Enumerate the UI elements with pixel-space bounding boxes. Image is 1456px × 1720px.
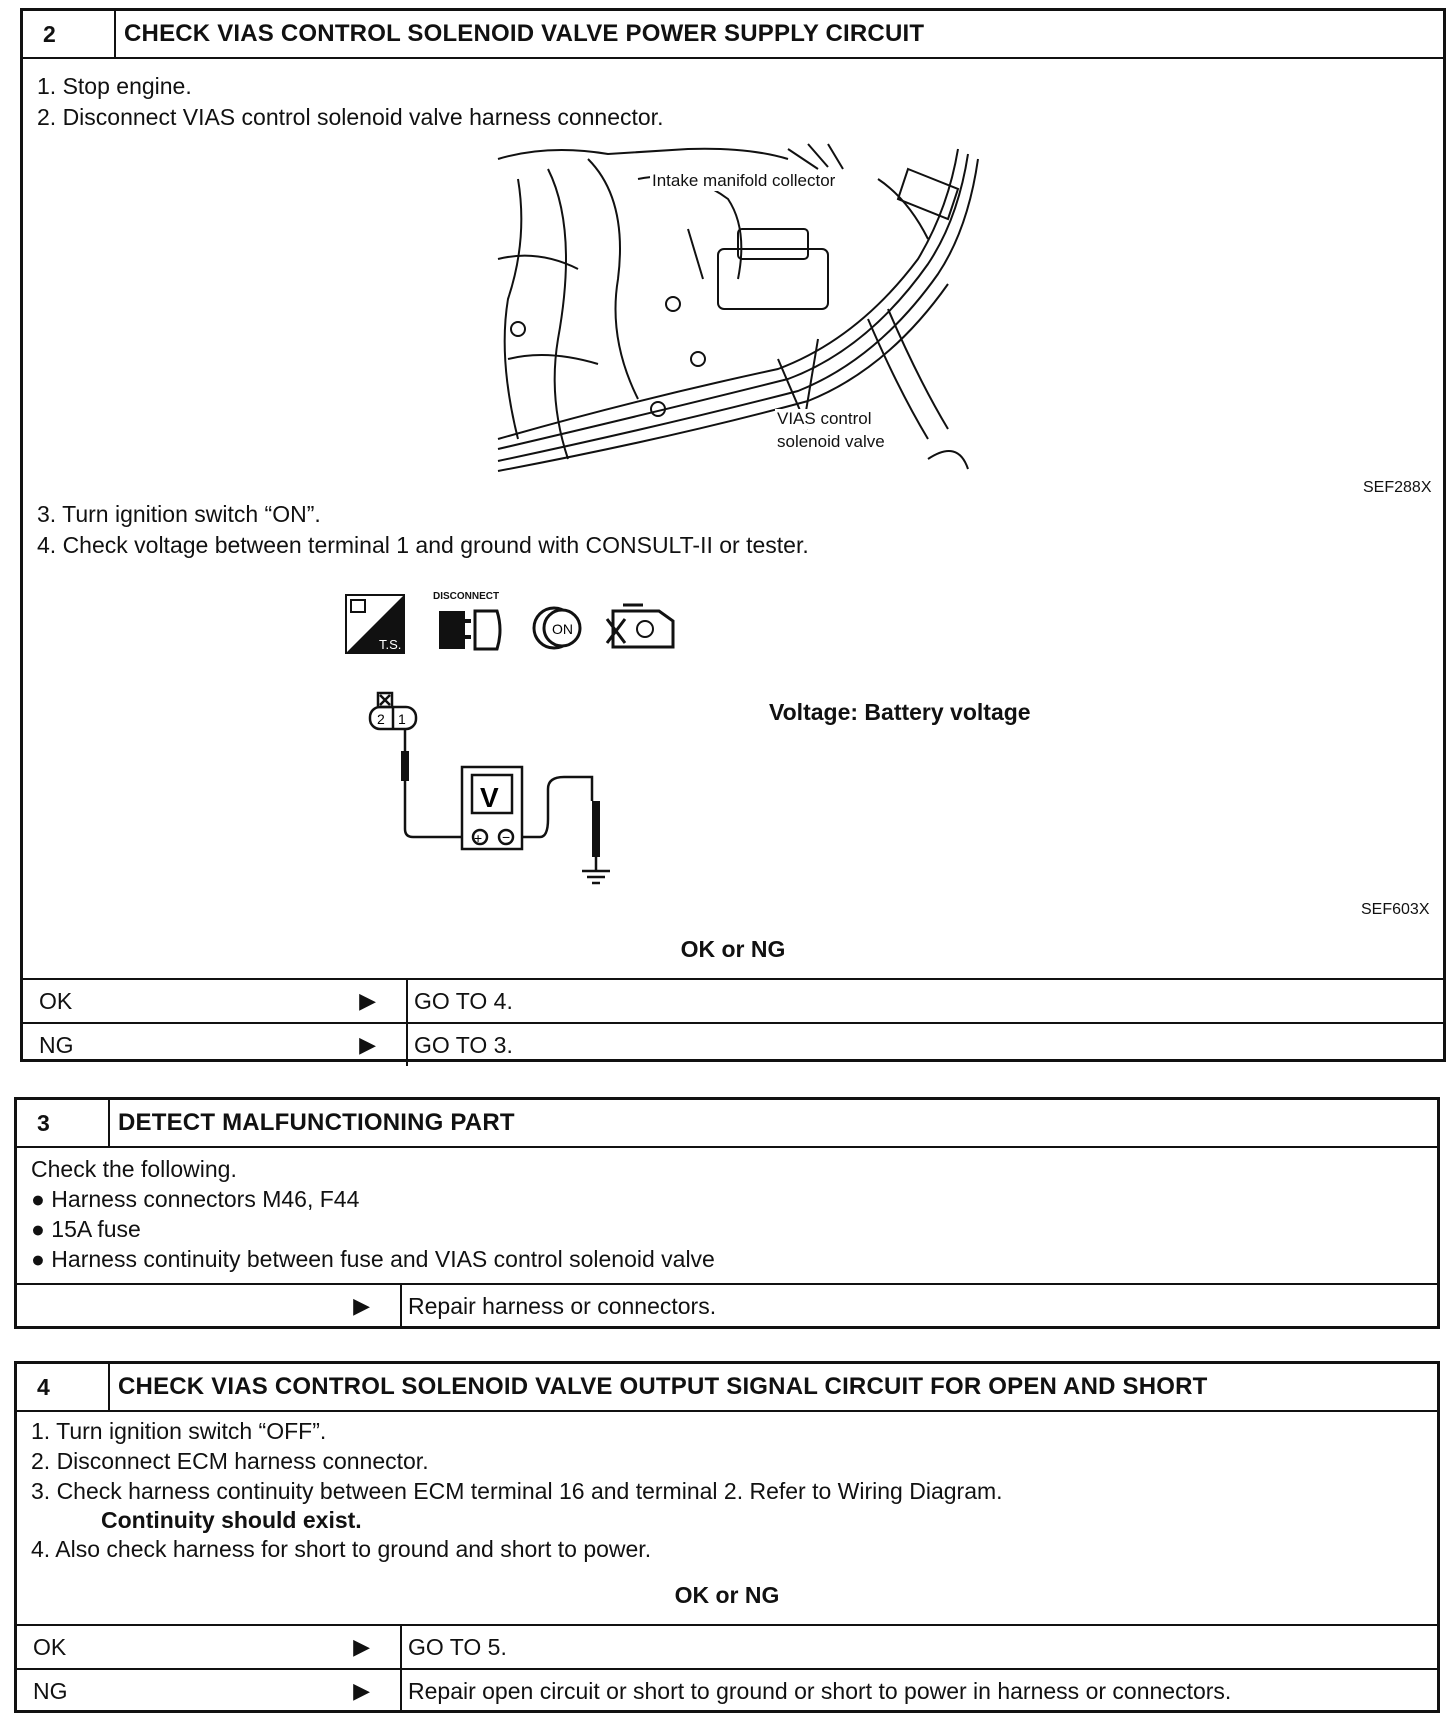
step-number: 2 bbox=[23, 11, 116, 57]
step-title: CHECK VIAS CONTROL SOLENOID VALVE OUTPUT SIGNAL CIRCUIT FOR OPEN AND SHORT bbox=[118, 1373, 1208, 1400]
svg-text:1: 1 bbox=[398, 711, 406, 727]
bullet-item: ● Harness connectors M46, F44 bbox=[31, 1186, 360, 1212]
bullet-icon: ● bbox=[31, 1246, 52, 1272]
ignition-key-on-icon bbox=[530, 599, 588, 657]
result-action: GO TO 3. bbox=[414, 1031, 513, 1058]
emphasis-text: Continuity should exist. bbox=[101, 1507, 362, 1533]
result-action: GO TO 4. bbox=[414, 987, 513, 1014]
step-2-block bbox=[20, 8, 1446, 1062]
step-header bbox=[17, 1364, 1437, 1412]
voltage-spec: Voltage: Battery voltage bbox=[769, 699, 1031, 725]
arrow-icon: ▶ bbox=[359, 1032, 376, 1057]
instruction-line: 3. Check harness continuity between ECM terminal 16 and terminal 2. Refer to Wiring Diagram. bbox=[31, 1478, 1003, 1504]
svg-text:ON: ON bbox=[552, 621, 573, 637]
result-action: Repair harness or connectors. bbox=[408, 1292, 717, 1319]
disconnect-label: DISCONNECT bbox=[433, 591, 500, 602]
result-row-ng bbox=[17, 1668, 1437, 1712]
engine-off-icon bbox=[603, 599, 679, 657]
step-body bbox=[17, 1412, 1437, 1624]
instruction-line: 2. Disconnect VIAS control solenoid valve harness connector. bbox=[37, 104, 664, 130]
step-header bbox=[23, 11, 1443, 59]
svg-text:2: 2 bbox=[377, 711, 385, 727]
result-label: NG bbox=[33, 1677, 68, 1704]
step-title: DETECT MALFUNCTIONING PART bbox=[118, 1109, 515, 1136]
ok-ng-heading: OK or NG bbox=[680, 936, 786, 962]
intro-text: Check the following. bbox=[31, 1156, 237, 1182]
result-label: NG bbox=[39, 1031, 74, 1058]
result-action: GO TO 5. bbox=[408, 1633, 507, 1660]
result-label: OK bbox=[39, 987, 73, 1014]
figure-code: SEF288X bbox=[1363, 479, 1432, 496]
svg-text:T.S.: T.S. bbox=[379, 637, 402, 652]
svg-text:+: + bbox=[474, 830, 483, 846]
result-row-ok bbox=[23, 978, 1443, 1022]
step-body bbox=[17, 1148, 1437, 1283]
bullet-icon: ● bbox=[31, 1216, 52, 1242]
svg-text:−: − bbox=[502, 829, 511, 845]
result-row-ok bbox=[17, 1624, 1437, 1668]
ts-icon bbox=[345, 594, 405, 654]
arrow-icon: ▶ bbox=[353, 1678, 370, 1703]
step-body bbox=[23, 59, 1443, 978]
instruction-line: 1. Turn ignition switch “OFF”. bbox=[31, 1418, 327, 1444]
result-row-ng bbox=[23, 1022, 1443, 1066]
ok-ng-heading: OK or NG bbox=[674, 1582, 780, 1608]
step-number: 3 bbox=[17, 1100, 110, 1146]
result-label: OK bbox=[33, 1633, 67, 1660]
arrow-icon: ▶ bbox=[359, 988, 376, 1013]
step-title: CHECK VIAS CONTROL SOLENOID VALVE POWER SUPPLY CIRCUIT bbox=[124, 20, 925, 47]
instruction-line: 2. Disconnect ECM harness connector. bbox=[31, 1448, 429, 1474]
bullet-item: ● 15A fuse bbox=[31, 1216, 141, 1242]
step-3-block bbox=[14, 1097, 1440, 1329]
disconnect-connector-icon bbox=[435, 607, 505, 653]
result-action: Repair open circuit or short to ground or short to power in harness or connectors. bbox=[408, 1677, 1232, 1704]
step-number: 4 bbox=[17, 1364, 110, 1410]
figure-code: SEF603X bbox=[1361, 901, 1430, 918]
arrow-icon: ▶ bbox=[353, 1293, 370, 1318]
instruction-line: 4. Also check harness for short to ground and short to power. bbox=[31, 1536, 652, 1562]
result-row bbox=[17, 1283, 1437, 1327]
bullet-item: ● Harness continuity between fuse and VIAS control solenoid valve bbox=[31, 1246, 715, 1272]
figure-callout: solenoid valve bbox=[777, 432, 885, 451]
arrow-icon: ▶ bbox=[353, 1634, 370, 1659]
engine-bay-illustration bbox=[488, 139, 1008, 489]
bullet-icon: ● bbox=[31, 1186, 52, 1212]
instruction-line: 3. Turn ignition switch “ON”. bbox=[37, 501, 321, 527]
figure-callout: VIAS control bbox=[777, 409, 872, 428]
step-header bbox=[17, 1100, 1437, 1148]
step-4-block bbox=[14, 1361, 1440, 1713]
instruction-line: 4. Check voltage between terminal 1 and ground with CONSULT-II or tester. bbox=[37, 532, 809, 558]
instruction-line: 1. Stop engine. bbox=[37, 73, 192, 99]
svg-text:V: V bbox=[480, 782, 499, 813]
voltage-check-diagram bbox=[368, 689, 668, 889]
figure-callout: Intake manifold collector bbox=[652, 171, 836, 190]
